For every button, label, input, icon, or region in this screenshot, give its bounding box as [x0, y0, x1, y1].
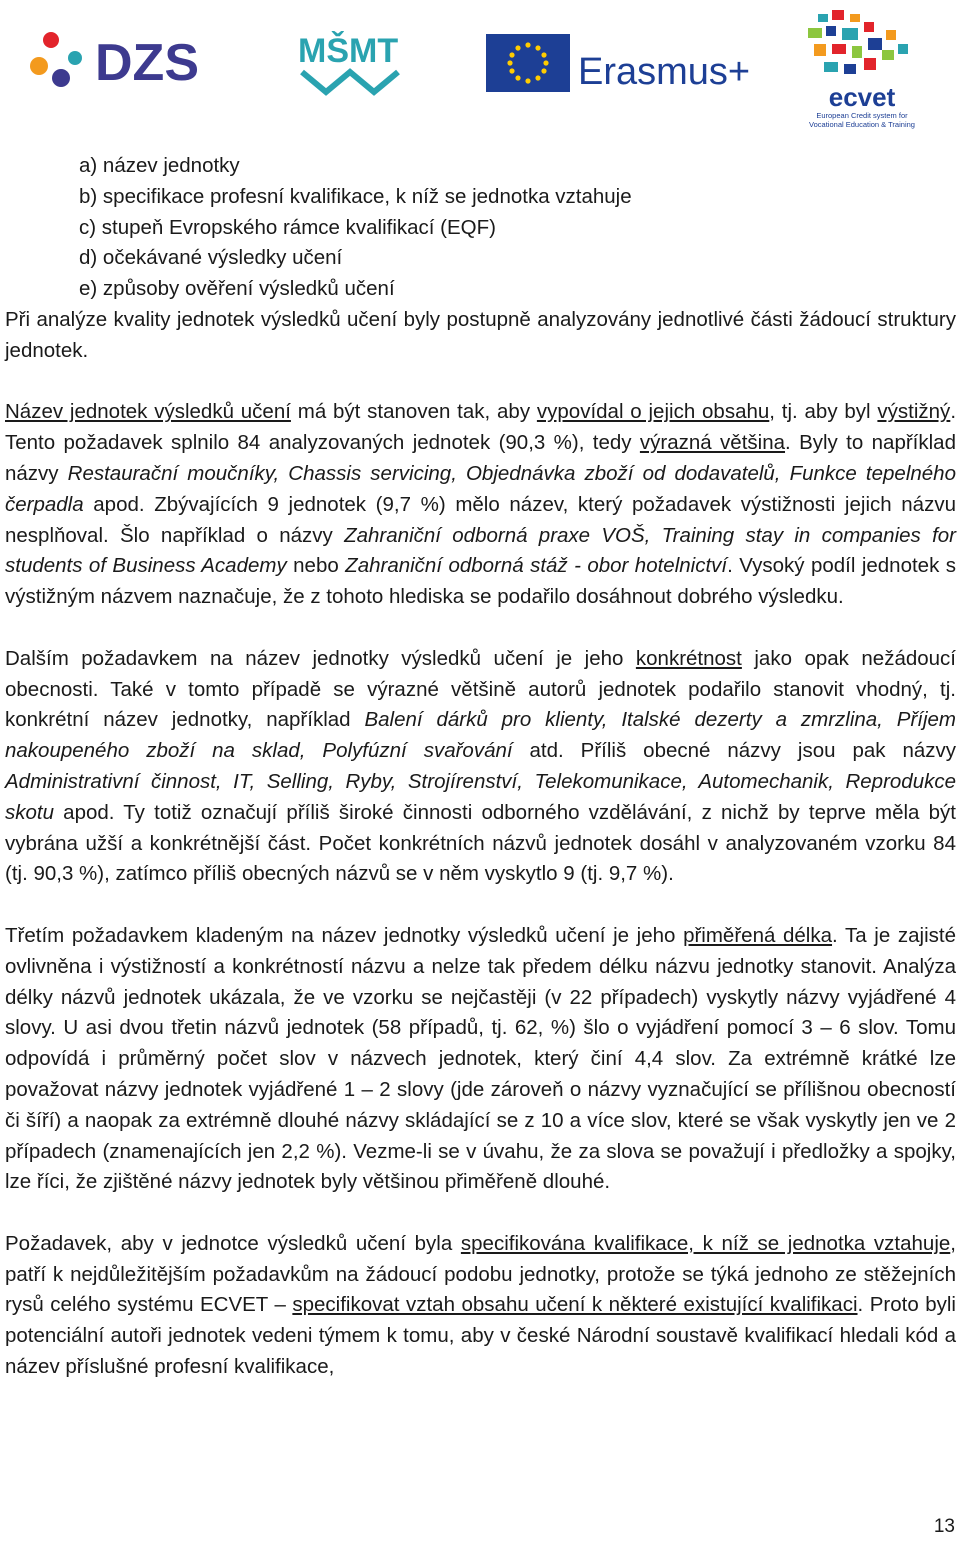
- ecvet-logo: [798, 8, 926, 130]
- msmt-logo-text: MŠMT: [298, 32, 399, 70]
- header-logos: [0, 0, 960, 135]
- italic-examples: Balení dárků pro klienty, Italské dezerty a zmrzlina, Příjem nakoupeného zboží na sklad, Polyfúzní svařování: [5, 708, 956, 763]
- ecvet-tagline-1: European Credit system for: [816, 111, 908, 120]
- text-run: má být stanoven tak, aby: [290, 400, 537, 424]
- msmt-logo: [296, 22, 421, 100]
- document-body: [5, 151, 956, 1383]
- list-item: e) způsoby ověření výsledků učení: [79, 277, 395, 301]
- paragraph-qualification-spec: [5, 1229, 956, 1383]
- text-run: . Ta je zajisté ovlivněna i výstižností a konkrétností názvu a nelze tak předem délku názvu jednotky stanovit. Analýza délky názvů jednotek ukázala, že ve vzorku se nejčastěji (v 22 případech) vyskytly názvy vyjádřené 4 slovy. U asi dvou třetin názvů jednotek (58 případů, tj. 62, %) šlo o vyjádření pomocí 3 – 6 slov. Tomu odpovídá i průměrný počet slov v názvech jednotek, který činí 4,4 slov. Za extrémně krátké lze považovat názvy jednotek vyjádřené 1 – 2 slovy (jde zároveň o názvy vyznačující se přílišnou obecností či šíří) a naopak za extrémně dlouhé názvy skládající se z 10 a více slov, které se však vyskytly jen ve 2 případech (znamenajících jen 2,2 %). Vezme-li se v úvahu, že za slova se považují i předložky a spojky, lze říci, že zjištěné názvy jednotek byly většinou přiměřeně dlouhé.: [5, 923, 956, 1194]
- text-run: atd. Příliš obecné názvy jsou pak názvy: [512, 739, 957, 763]
- erasmus-logo-text: Erasmus+: [578, 51, 751, 93]
- paragraph-analysis-intro: Při analýze kvality jednotek výsledků učení byly postupně analyzovány jednotlivé části žádoucí struktury jednotek.: [5, 307, 956, 362]
- text-run: jako opak nežádoucí obecnosti. Také v tomto případě se výrazné většině autorů jednotek podařilo stanovit vhodný, tj. konkrétní název jednotky, například: [5, 646, 956, 732]
- italic-examples: Zahraniční odborná stáž - obor hotelnictví: [345, 554, 728, 578]
- dzs-logo-text: DZS: [95, 34, 199, 92]
- paragraph-unit-title-concreteness: [5, 644, 956, 890]
- text-run: . Proto byli potenciální autoři jednotek vedeni týmem k tomu, aby v české Národní soustavě kvalifikací hledali kód a název příslušné profesní kvalifikace,: [5, 1293, 956, 1379]
- italic-examples: Zahraniční odborná praxe VOŠ, Training stay in companies for students of Business Academy: [5, 523, 956, 578]
- ecvet-tagline-2: Vocational Education & Training: [809, 120, 915, 129]
- underlined-phrase: výrazná většina: [639, 431, 786, 455]
- text-run: Požadavek, aby v jednotce výsledků učení byla: [5, 1231, 461, 1255]
- underlined-phrase: vypovídal o jejich obsahu: [536, 400, 770, 424]
- italic-examples: Restaurační moučníky, Chassis servicing, Objednávka zboží od dodavatelů, Funkce tepelného čerpadla: [5, 461, 956, 516]
- text-run: Dalším požadavkem na název jednotky výsledků učení je jeho: [5, 646, 636, 670]
- list-item: d) očekávané výsledky učení: [79, 246, 343, 270]
- list-item: a) název jednotky: [79, 154, 240, 177]
- text-run: apod. Ty totiž označují příliš široké činnosti odborného vzdělávání, z nichž by teprve měla být vybrána užší a konkrétnější část. Počet konkrétních názvů jednotek dosáhl v analyzovaném vzorku 84 (tj. 90,3 %), zatímco příliš obecných názvů se v něm vyskytlo 9 (tj. 9,7 %).: [5, 800, 956, 886]
- paragraph-unit-title-length: [5, 921, 956, 1198]
- underlined-phrase: Název jednotek výsledků učení: [5, 400, 291, 424]
- unit-structure-list: [5, 151, 956, 305]
- text-run: . Vysoký podíl jednotek s výstižným názvem naznačuje, že z tohoto hlediska se podařilo dosáhnout dobrého výsledku.: [5, 554, 956, 609]
- text-run: , patří k nejdůležitějším požadavkům na žádoucí podobu jednotky, protože se týká jednoho ze stěžejních rysů celého systému ECVET –: [5, 1231, 956, 1317]
- underlined-phrase: konkrétnost: [635, 646, 742, 670]
- underlined-phrase: specifikovat vztah obsahu učení k některé existující kvalifikaci: [292, 1293, 858, 1317]
- erasmus-logo: [486, 30, 751, 96]
- underlined-phrase: přiměřená délka: [683, 923, 833, 947]
- text-run: nebo: [286, 554, 346, 578]
- underlined-phrase: specifikována kvalifikace, k níž se jednotka vztahuje: [460, 1231, 951, 1255]
- page-number: 13: [933, 1516, 955, 1537]
- list-item: b) specifikace profesní kvalifikace, k níž se jednotka vztahuje: [79, 184, 632, 208]
- ecvet-logo-text: ecvet: [828, 82, 896, 112]
- dzs-logo: [25, 22, 235, 100]
- list-item: c) stupeň Evropského rámce kvalifikací (EQF): [79, 215, 496, 239]
- text-run: . Byly to například názvy: [5, 431, 956, 485]
- italic-examples: Administrativní činnost, IT, Selling, Ryby, Strojírenství, Telekomunikace, Automechanik, Reprodukce skotu: [5, 769, 956, 824]
- text-run: , tj. aby byl: [769, 400, 878, 424]
- text-run: Třetím požadavkem kladeným na název jednotky výsledků učení je jeho: [5, 923, 684, 947]
- text-run: . Tento požadavek splnilo 84 analyzovaných jednotek (90,3 %), tedy: [5, 400, 957, 455]
- underlined-phrase: výstižný: [877, 400, 951, 424]
- paragraph-unit-title-accuracy: [5, 397, 956, 613]
- text-run: apod. Zbývajících 9 jednotek (9,7 %) mělo název, který požadavek výstižnosti jejich názvu nesplňoval. Šlo například o názvy: [5, 492, 956, 547]
